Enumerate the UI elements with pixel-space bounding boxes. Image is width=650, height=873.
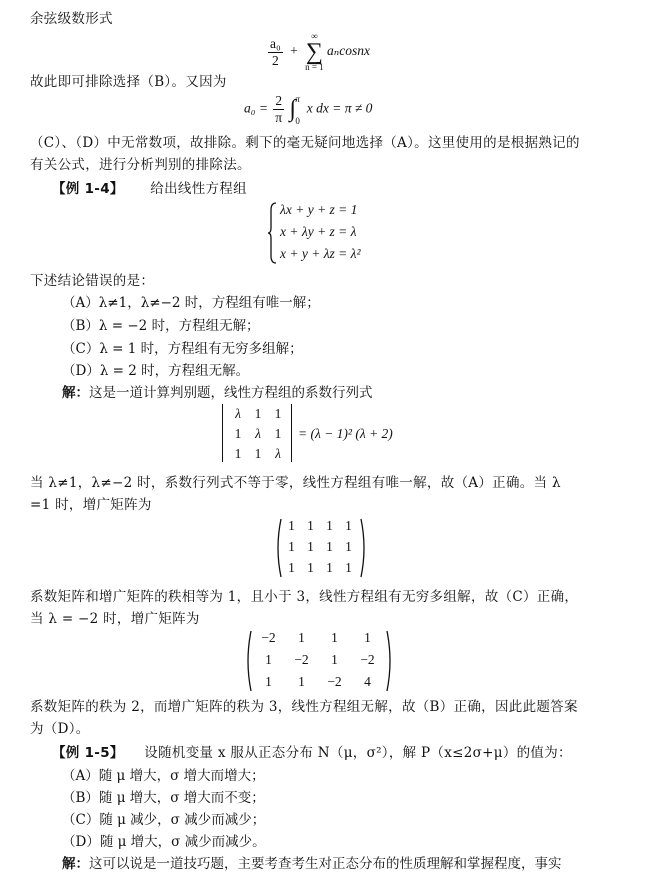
det-cell: 1 bbox=[234, 446, 242, 461]
text-line: 系数矩阵和增广矩阵的秩相等为 1，且小于 3，线性方程组有无穷多组解，故（C）正确， bbox=[30, 589, 579, 605]
det-row bbox=[228, 426, 288, 442]
solution-intro bbox=[62, 855, 562, 873]
matrix-cell: 1 bbox=[288, 518, 295, 533]
example-tag: 【例 1-4】 bbox=[52, 181, 124, 197]
option-c: （C）λ = 1 时，方程组有无穷多组解； bbox=[62, 341, 303, 357]
solution-intro bbox=[62, 384, 373, 402]
matrix-cell: −2 bbox=[327, 674, 342, 689]
det-cell: 1 bbox=[274, 406, 282, 421]
example-text: 设随机变量 x 服从正态分布 N（μ，σ²），解 P（x≤2σ+μ）的值为： bbox=[144, 745, 572, 761]
matrix-cell: −2 bbox=[360, 652, 375, 667]
matrix-cell: 1 bbox=[288, 539, 295, 554]
det-cell: λ bbox=[275, 446, 281, 461]
text-line: 当 λ≠1，λ≠−2 时，系数行列式不等于零，线性方程组有唯一解，故（A）正确。当 λ bbox=[30, 475, 561, 491]
matrix-row bbox=[282, 560, 358, 576]
series-term: aₙcosnx bbox=[327, 43, 370, 59]
right-paren bbox=[386, 630, 394, 692]
example-heading bbox=[52, 180, 247, 198]
plus-sign: + bbox=[290, 43, 298, 59]
text-line: 余弦级数形式 bbox=[30, 11, 113, 27]
matrix-cell: 1 bbox=[298, 674, 305, 689]
augmented-matrix-2 bbox=[244, 630, 394, 692]
det-cell: 1 bbox=[234, 426, 242, 441]
matrix-cell: 4 bbox=[364, 674, 371, 689]
text-line: =1 时，增广矩阵为 bbox=[30, 497, 152, 513]
matrix-row bbox=[252, 630, 384, 646]
matrix-cell: −2 bbox=[261, 630, 276, 645]
fraction-numerator: 2 bbox=[275, 93, 283, 108]
matrix-cell: 1 bbox=[326, 539, 333, 554]
a0-right: x dx = π ≠ 0 bbox=[306, 100, 373, 116]
matrix-row bbox=[282, 518, 358, 534]
text-line: （C）、（D）中无常数项，故排除。剩下的毫无疑问地选择（A）。这里使用的是根据熟记的 bbox=[30, 135, 580, 151]
matrix-cell: 1 bbox=[345, 518, 352, 533]
series-formula bbox=[268, 32, 370, 72]
text-line: 当 λ = −2 时，增广矩阵为 bbox=[30, 611, 200, 627]
text-line: 系数矩阵的秩为 2，而增广矩阵的秩为 3，线性方程组无解，故（B）正确，因此此题答案 bbox=[30, 699, 578, 715]
fraction-numerator: a₀ bbox=[270, 35, 281, 51]
option-b: （B）随 μ 增大，σ 增大而不变； bbox=[62, 790, 265, 806]
example-heading bbox=[52, 744, 572, 762]
equation-3: x + y + λz = λ² bbox=[280, 246, 361, 261]
det-cell: λ bbox=[235, 406, 241, 421]
example-tag: 【例 1-5】 bbox=[52, 745, 124, 761]
text-line: 有关公式，进行分析判别的排除法。 bbox=[30, 157, 251, 173]
matrix-cell: 1 bbox=[307, 518, 314, 533]
equation-2: x + λy + z = λ bbox=[280, 224, 357, 239]
matrix-cell: 1 bbox=[331, 630, 338, 645]
option-a: （A）随 μ 增大，σ 增大而增大； bbox=[62, 768, 265, 784]
option-c: （C）随 μ 减少，σ 减少而减少； bbox=[62, 812, 266, 828]
matrix-cell: 1 bbox=[288, 560, 295, 575]
matrix-cell: −2 bbox=[294, 652, 309, 667]
det-cell: 1 bbox=[254, 446, 262, 461]
solution-label: 解： bbox=[62, 385, 89, 401]
matrix-cell: 1 bbox=[326, 560, 333, 575]
det-cell: 1 bbox=[274, 426, 282, 441]
matrix-cell: 1 bbox=[307, 539, 314, 554]
equation-1: λx + y + z = 1 bbox=[280, 202, 358, 217]
sum-symbol: ∑ bbox=[305, 39, 323, 65]
det-cell: λ bbox=[255, 426, 261, 441]
text-line: 故此即可排除选择（B）。又因为 bbox=[30, 74, 227, 90]
det-row bbox=[228, 406, 288, 422]
matrix-cell: 1 bbox=[364, 630, 371, 645]
text-line: 下述结论错误的是： bbox=[30, 273, 155, 289]
matrix-row bbox=[282, 539, 358, 555]
matrix-cell: 1 bbox=[331, 652, 338, 667]
matrix-cell: 1 bbox=[345, 539, 352, 554]
sum-upper: ∞ bbox=[311, 31, 318, 41]
fraction-denominator: π bbox=[275, 110, 283, 125]
matrix-cell: 1 bbox=[345, 560, 352, 575]
left-paren bbox=[244, 630, 252, 692]
det-row bbox=[228, 446, 288, 462]
right-paren bbox=[360, 518, 368, 578]
solution-text: 这可以说是一道技巧题，主要考查考生对正态分布的性质理解和掌握程度，事实 bbox=[89, 856, 562, 872]
left-brace bbox=[268, 202, 278, 264]
matrix-cell: 1 bbox=[265, 652, 272, 667]
option-d: （D）λ = 2 时，方程组无解。 bbox=[62, 363, 250, 379]
matrix-cell: 1 bbox=[298, 630, 305, 645]
matrix-cell: 1 bbox=[265, 674, 272, 689]
example-text: 给出线性方程组 bbox=[150, 181, 247, 197]
integral-symbol: ∫ bbox=[289, 96, 297, 122]
solution-text: 这是一道计算判别题，线性方程组的系数行列式 bbox=[89, 385, 373, 401]
fraction-denominator: 2 bbox=[271, 52, 279, 68]
a0-formula bbox=[244, 93, 372, 126]
augmented-matrix-1 bbox=[274, 518, 368, 578]
matrix-cell: 1 bbox=[307, 560, 314, 575]
option-b: （B）λ = −2 时，方程组无解； bbox=[62, 318, 260, 334]
det-cell: 1 bbox=[254, 406, 262, 421]
matrix-cell: 1 bbox=[326, 518, 333, 533]
solution-label: 解： bbox=[62, 856, 89, 872]
sum-lower: n = 1 bbox=[305, 62, 324, 72]
a0-left: a₀ = bbox=[244, 100, 268, 116]
det-result: = (λ − 1)² (λ + 2) bbox=[298, 426, 393, 441]
matrix-row bbox=[252, 652, 384, 668]
integral-upper: π bbox=[295, 93, 300, 104]
integral-lower: 0 bbox=[295, 115, 300, 126]
left-paren bbox=[274, 518, 282, 578]
text-line: 为（D）。 bbox=[30, 721, 90, 737]
matrix-row bbox=[252, 674, 384, 690]
option-a: （A）λ≠1，λ≠−2 时，方程组有唯一解； bbox=[62, 295, 320, 311]
option-d: （D）随 μ 增大，σ 减少而减少。 bbox=[62, 834, 266, 850]
